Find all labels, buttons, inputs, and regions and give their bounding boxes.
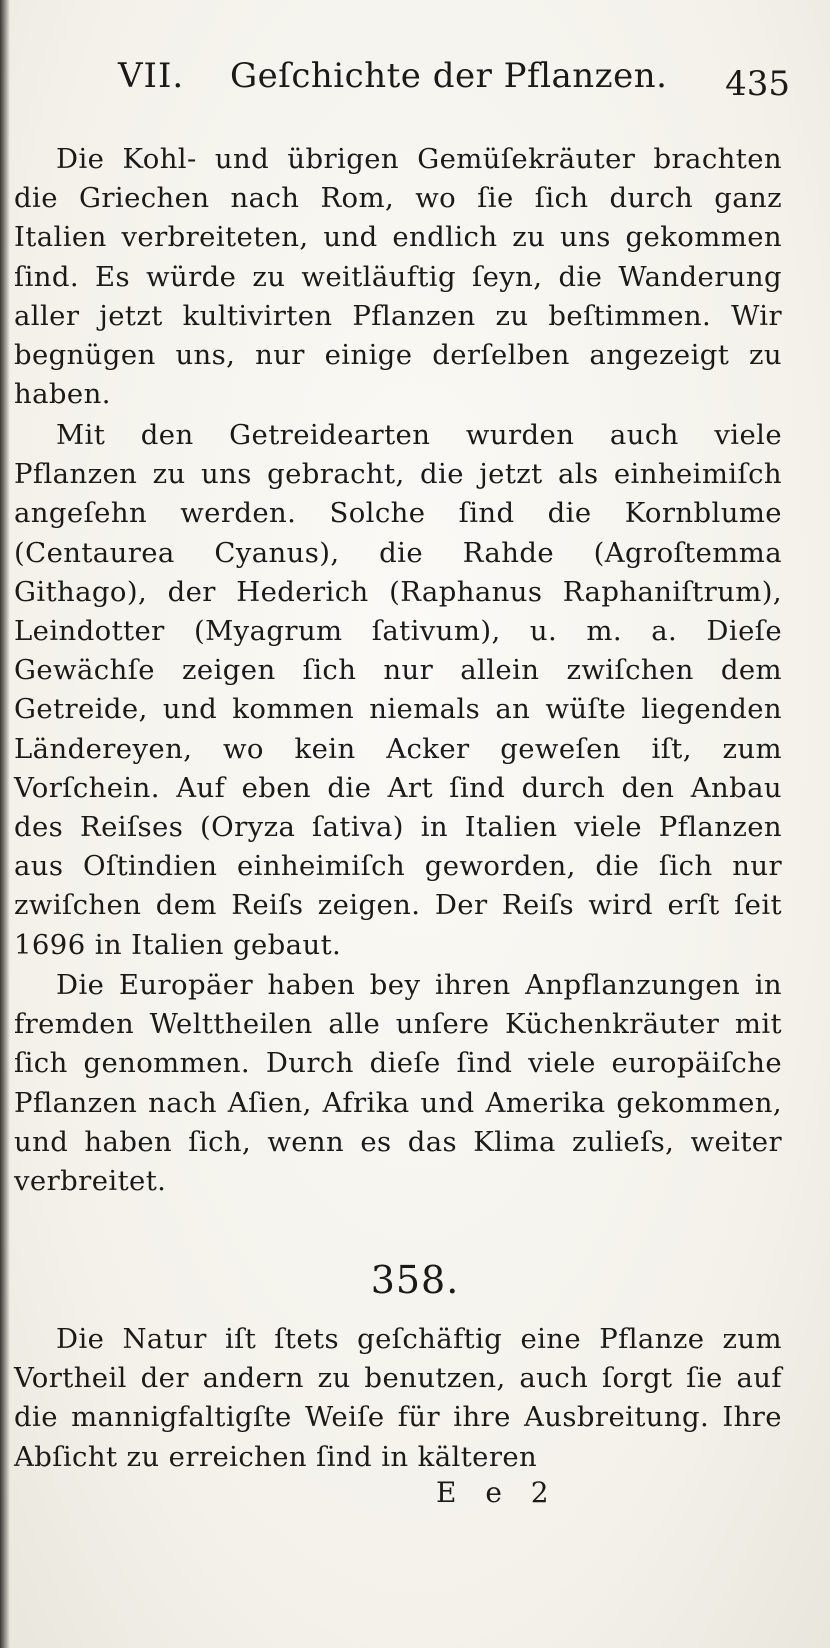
paragraph-text: Mit den Getreidearten wurden auch viele Pflanzen zu uns gebracht, die jetzt als einheimiſch angeſehn werden. Solche ſind die Kornblume (Centaurea Cyanus), die Rahde (Agroſtemma Githago), der Hederich (Raphanus Raphaniſtrum), Leindotter (Myagrum ſativum), u. m. a. Dieſe Gewächſe zeigen ſich nur allein zwiſchen dem Getreide, und kommen niemals an wüſte liegenden Ländereyen, wo kein Acker geweſen iſt, zum Vorſchein. Auf eben die Art ſind durch den Anbau des Reiſses (Oryza ſativa) in Italien viele Pflanzen aus Oſtindien einheimiſch geworden, die ſich nur zwiſchen dem Reiſs zeigen. Der Reiſs wird erſt ſeit 1696 in Italien gebaut.	[14, 419, 782, 961]
running-header	[110, 50, 790, 110]
paragraph-1	[14, 140, 782, 414]
chapter-number: VII.	[118, 56, 185, 96]
signature-mark: E e 2	[436, 1476, 559, 1509]
page-number: 435	[725, 64, 790, 104]
paragraph-text: Die Europäer haben bey ihren Anpflanzungen in fremden Welttheilen alle unſere Küchenkräuter mit ſich genommen. Durch dieſe ſind viele europäiſche Pflanzen nach Aſien, Afrika und Amerika gekommen, und haben ſich, wenn es das Klima zulieſs, weiter verbreitet.	[14, 969, 782, 1198]
page-binding-edge	[0, 0, 10, 1648]
paragraph-text: Die Natur iſt ſtets geſchäftig eine Pflanze zum Vortheil der andern zu benutzen, auch ſorgt ſie auf die mannigfaltigſte Weiſe für ihre Ausbreitung. Ihre Abſicht zu erreichen ſind in kälteren	[14, 1323, 782, 1473]
paragraph-text: Die Kohl- und übrigen Gemüſekräuter brachten die Griechen nach Rom, wo ſie ſich durch ganz Italien verbreiteten, und endlich zu uns gekommen ſind. Es würde zu weitläuftig ſeyn, die Wanderung aller jetzt kultivirten Pflanzen zu beſtimmen. Wir begnügen uns, nur einige derſelben angezeigt zu haben.	[14, 143, 782, 411]
section-number: 358.	[370, 1258, 460, 1302]
paragraph-2	[14, 416, 782, 965]
chapter-title: Geſchichte der Pflanzen.	[230, 56, 668, 96]
paragraph-3	[14, 966, 782, 1201]
section-paragraph	[14, 1320, 782, 1477]
